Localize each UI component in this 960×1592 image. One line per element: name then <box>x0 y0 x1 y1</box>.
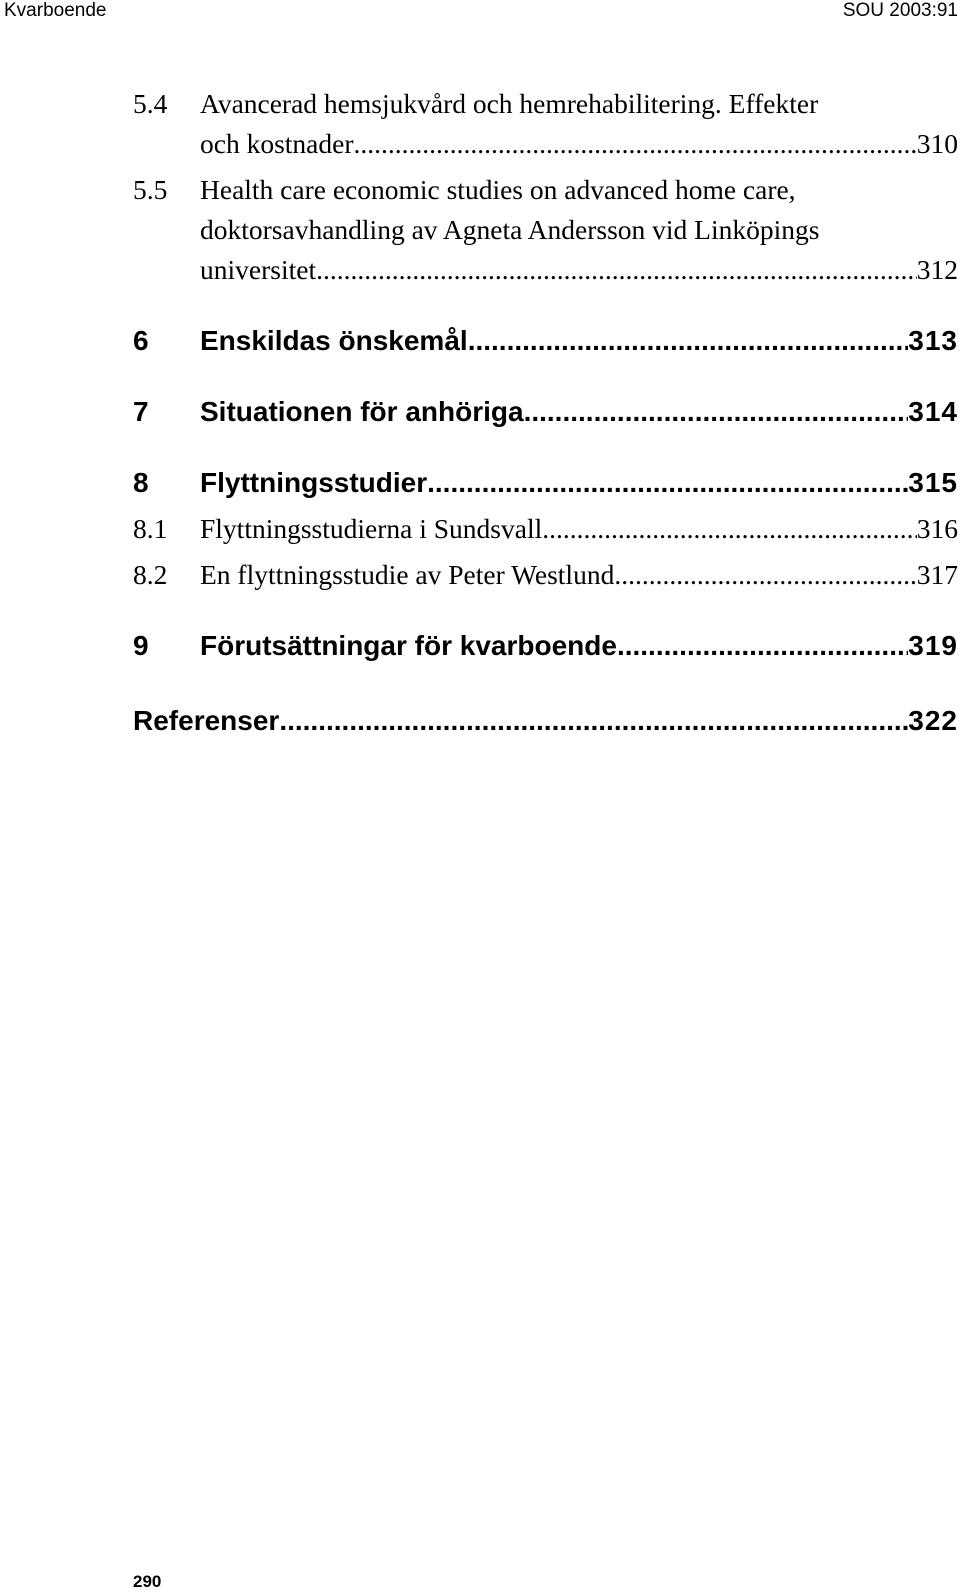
toc-entry-5-5[interactable] <box>133 170 958 290</box>
toc-entry-number: 8.1 <box>133 513 168 544</box>
toc-chapter-6[interactable] <box>133 321 958 361</box>
toc-chapter-title: Situationen för anhöriga <box>200 396 524 427</box>
dot-leader <box>427 463 908 503</box>
header-document-title: Kvarboende <box>4 0 107 21</box>
toc-entry-title-line: Health care economic studies on advanced home care, <box>200 174 796 205</box>
toc-entry-title-line: och kostnader <box>200 128 354 159</box>
toc-entry-title-line: Avancerad hemsjukvård och hemrehabilitering. Effekter <box>200 88 819 119</box>
dot-leader <box>354 124 917 164</box>
toc-entry-number: 5.4 <box>133 88 168 119</box>
dot-leader <box>316 250 917 290</box>
toc-entry-8-2[interactable] <box>133 555 958 595</box>
dot-leader <box>617 626 908 666</box>
table-of-contents <box>133 84 958 741</box>
dot-leader <box>614 555 916 595</box>
toc-page-number: 313 <box>908 325 958 356</box>
toc-chapter-9[interactable] <box>133 626 958 666</box>
toc-entry-number: 8.2 <box>133 559 168 590</box>
toc-chapter-title: Enskildas önskemål <box>200 325 468 356</box>
toc-page-number: 315 <box>908 467 958 498</box>
toc-page-number: 322 <box>908 705 958 736</box>
toc-chapter-number: 8 <box>133 467 149 498</box>
toc-entry-title-line: universitet <box>200 254 317 285</box>
dot-leader <box>542 509 917 549</box>
toc-entry-8-1[interactable] <box>133 509 958 549</box>
toc-references[interactable] <box>133 701 958 741</box>
toc-page-number: 310 <box>916 128 958 159</box>
toc-chapter-8[interactable] <box>133 463 958 503</box>
dot-leader <box>524 392 909 432</box>
toc-page-number: 317 <box>916 559 958 590</box>
toc-entry-number: 5.5 <box>133 174 168 205</box>
running-header <box>0 0 960 26</box>
toc-entry-title-line: doktorsavhandling av Agneta Andersson vid Linköpings <box>200 214 820 245</box>
toc-chapter-title: Referenser <box>133 705 280 736</box>
toc-page-number: 312 <box>916 254 958 285</box>
toc-entry-title-line: Flyttningsstudierna i Sundsvall <box>200 513 543 544</box>
toc-entry-5-4[interactable] <box>133 84 958 164</box>
toc-chapter-number: 9 <box>133 630 149 661</box>
dot-leader <box>468 321 909 361</box>
dot-leader <box>279 701 908 741</box>
toc-page-number: 319 <box>908 630 958 661</box>
toc-chapter-7[interactable] <box>133 392 958 432</box>
toc-page-number: 314 <box>908 396 958 427</box>
header-report-number: SOU 2003:91 <box>842 0 958 21</box>
toc-chapter-number: 7 <box>133 396 149 427</box>
toc-entry-title-line: En flyttningsstudie av Peter Westlund <box>200 559 615 590</box>
toc-chapter-title: Flyttningsstudier <box>200 467 428 498</box>
toc-page-number: 316 <box>916 513 958 544</box>
toc-chapter-title: Förutsättningar för kvarboende <box>200 630 617 661</box>
page-number: 290 <box>133 1572 162 1591</box>
toc-chapter-number: 6 <box>133 325 149 356</box>
